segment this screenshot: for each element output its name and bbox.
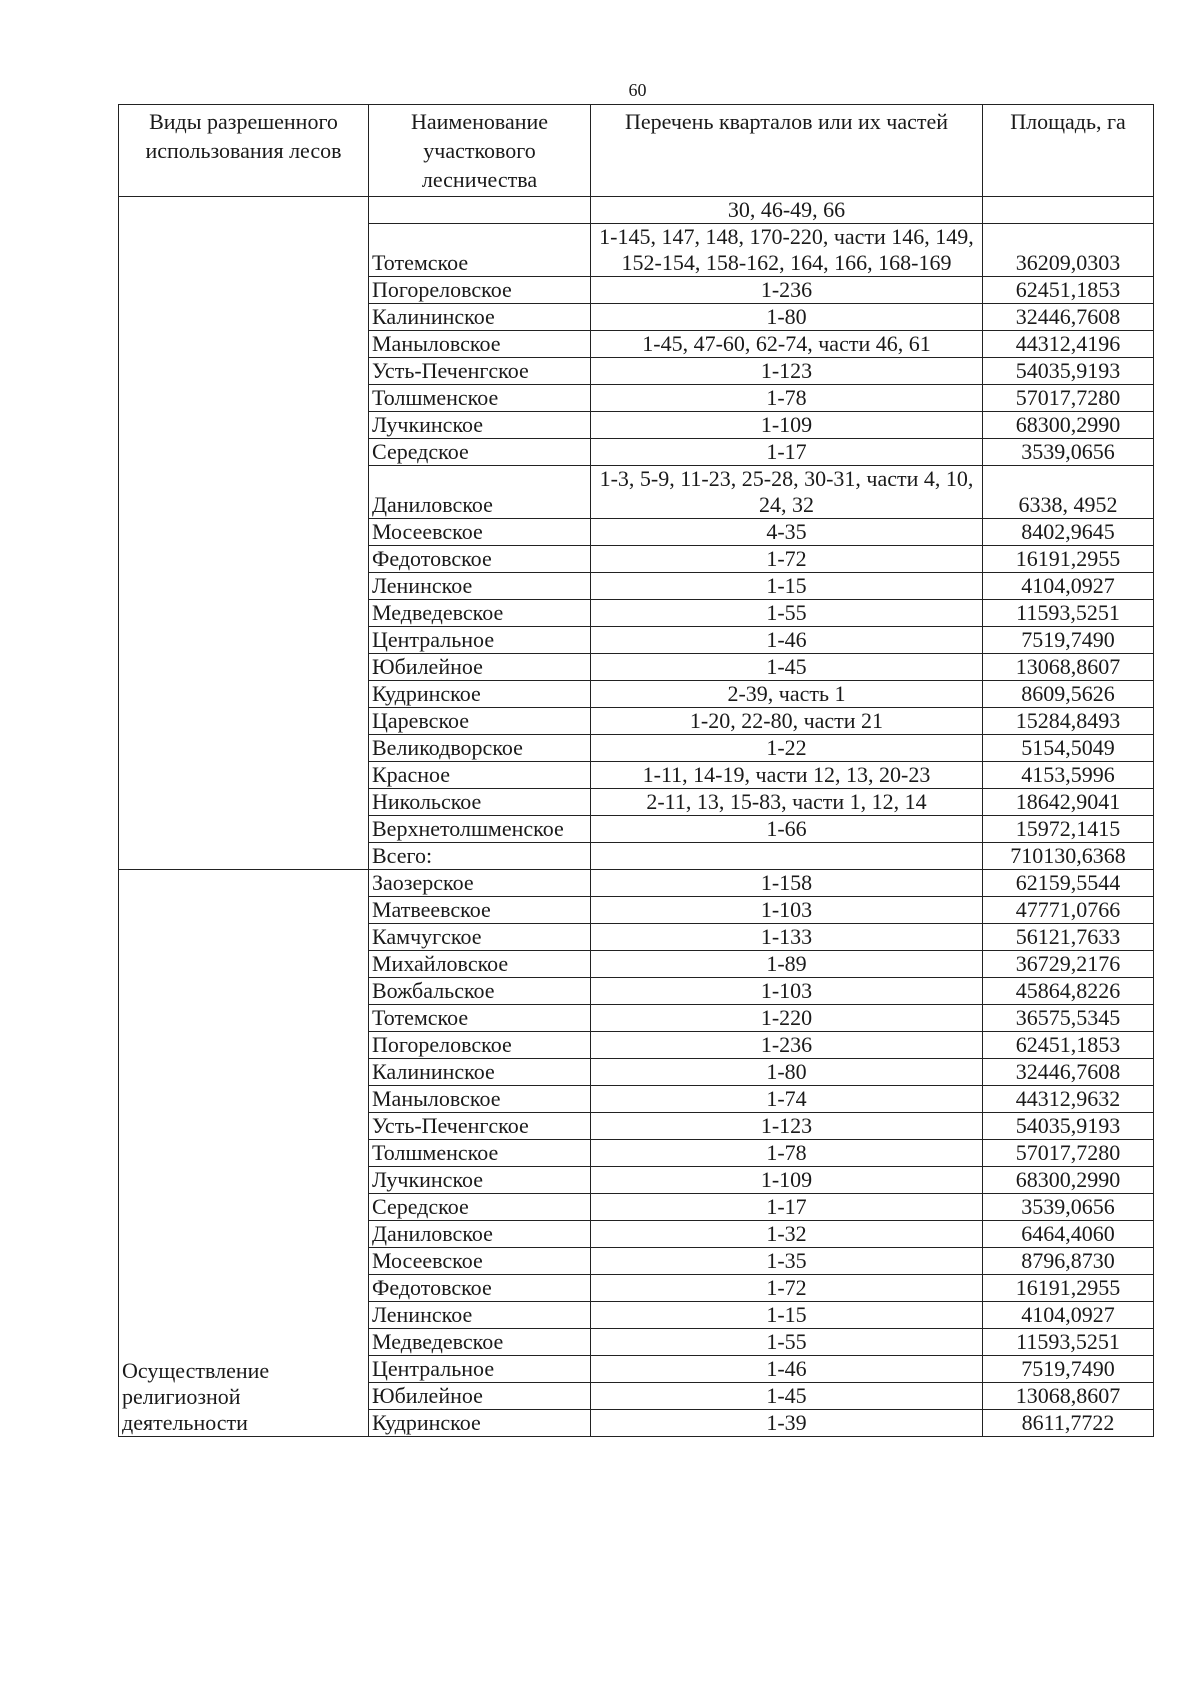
forestry-name-cell: Камчугское — [369, 924, 591, 951]
area-cell: 4153,5996 — [983, 762, 1154, 789]
area-cell: 7519,7490 — [983, 1356, 1154, 1383]
forestry-name-cell: Центральное — [369, 1356, 591, 1383]
forestry-name-cell: Калининское — [369, 1059, 591, 1086]
quarters-cell: 1-236 — [591, 277, 983, 304]
header-use-type: Виды разрешенного использования лесов — [119, 105, 369, 197]
table-row — [119, 197, 1154, 224]
area-cell: 32446,7608 — [983, 1059, 1154, 1086]
forestry-name-cell: Маныловское — [369, 1086, 591, 1113]
forestry-name-cell — [369, 197, 591, 224]
area-cell: 36575,5345 — [983, 1005, 1154, 1032]
area-cell: 16191,2955 — [983, 546, 1154, 573]
area-cell: 8609,5626 — [983, 681, 1154, 708]
quarters-cell: 1-133 — [591, 924, 983, 951]
quarters-cell: 1-66 — [591, 816, 983, 843]
area-cell: 68300,2990 — [983, 412, 1154, 439]
forestry-name-cell: Маныловское — [369, 331, 591, 358]
quarters-cell: 1-145, 147, 148, 170-220, части 146, 149, 152-154, 158-162, 164, 166, 168-169 — [591, 224, 983, 277]
quarters-cell: 1-32 — [591, 1221, 983, 1248]
quarters-cell — [591, 843, 983, 870]
area-cell: 15284,8493 — [983, 708, 1154, 735]
quarters-cell: 1-15 — [591, 1302, 983, 1329]
area-cell: 16191,2955 — [983, 1275, 1154, 1302]
quarters-cell: 1-45 — [591, 654, 983, 681]
forestry-name-cell: Толшменское — [369, 1140, 591, 1167]
forestry-name-cell: Кудринское — [369, 1410, 591, 1437]
forestry-name-cell: Матвеевское — [369, 897, 591, 924]
area-cell: 57017,7280 — [983, 1140, 1154, 1167]
forestry-name-cell: Медведевское — [369, 600, 591, 627]
forestry-name-cell: Царевское — [369, 708, 591, 735]
quarters-cell: 1-46 — [591, 627, 983, 654]
forestry-name-cell: Лучкинское — [369, 1167, 591, 1194]
use-type-cell — [119, 197, 369, 870]
area-cell: 47771,0766 — [983, 897, 1154, 924]
use-type-cell: Осуществление религиозной деятельности — [119, 870, 369, 1437]
forestry-name-cell: Кудринское — [369, 681, 591, 708]
area-cell: 57017,7280 — [983, 385, 1154, 412]
forestry-name-cell: Погореловское — [369, 1032, 591, 1059]
forestry-name-cell: Погореловское — [369, 277, 591, 304]
quarters-cell: 1-11, 14-19, части 12, 13, 20-23 — [591, 762, 983, 789]
quarters-cell: 1-220 — [591, 1005, 983, 1032]
area-cell: 4104,0927 — [983, 573, 1154, 600]
quarters-cell: 1-39 — [591, 1410, 983, 1437]
quarters-cell: 1-74 — [591, 1086, 983, 1113]
area-cell: 8611,7722 — [983, 1410, 1154, 1437]
page-number: 60 — [628, 80, 647, 100]
forestry-name-cell: Даниловское — [369, 1221, 591, 1248]
quarters-cell: 1-78 — [591, 1140, 983, 1167]
area-cell: 5154,5049 — [983, 735, 1154, 762]
forestry-name-cell: Толшменское — [369, 385, 591, 412]
area-cell: 36209,0303 — [983, 224, 1154, 277]
area-cell: 3539,0656 — [983, 1194, 1154, 1221]
forestry-name-cell: Калининское — [369, 304, 591, 331]
quarters-cell: 1-17 — [591, 439, 983, 466]
quarters-cell: 1-35 — [591, 1248, 983, 1275]
quarters-cell: 1-55 — [591, 1329, 983, 1356]
quarters-cell: 1-103 — [591, 978, 983, 1005]
quarters-cell: 1-15 — [591, 573, 983, 600]
quarters-cell: 1-236 — [591, 1032, 983, 1059]
forestry-name-cell: Середское — [369, 1194, 591, 1221]
forestry-name-cell: Никольское — [369, 789, 591, 816]
area-cell: 8402,9645 — [983, 519, 1154, 546]
quarters-cell: 1-22 — [591, 735, 983, 762]
area-cell: 62451,1853 — [983, 1032, 1154, 1059]
quarters-cell: 1-123 — [591, 358, 983, 385]
area-cell: 3539,0656 — [983, 439, 1154, 466]
quarters-cell: 1-45 — [591, 1383, 983, 1410]
area-cell: 13068,8607 — [983, 1383, 1154, 1410]
quarters-cell: 1-80 — [591, 1059, 983, 1086]
forestry-name-cell: Ленинское — [369, 573, 591, 600]
quarters-cell: 1-20, 22-80, части 21 — [591, 708, 983, 735]
forestry-name-cell: Центральное — [369, 627, 591, 654]
forestry-name-cell: Тотемское — [369, 224, 591, 277]
area-cell: 7519,7490 — [983, 627, 1154, 654]
table-header — [119, 105, 1154, 197]
forestry-name-cell: Великодворское — [369, 735, 591, 762]
forestry-name-cell: Федотовское — [369, 1275, 591, 1302]
forestry-name-cell: Лучкинское — [369, 412, 591, 439]
area-cell: 68300,2990 — [983, 1167, 1154, 1194]
table-body — [119, 197, 1154, 1437]
forestry-name-cell: Усть-Печенгское — [369, 358, 591, 385]
quarters-cell: 1-3, 5-9, 11-23, 25-28, 30-31, части 4, 10, 24, 32 — [591, 466, 983, 519]
forestry-name-cell: Мосеевское — [369, 519, 591, 546]
area-cell: 4104,0927 — [983, 1302, 1154, 1329]
area-cell: 62159,5544 — [983, 870, 1154, 897]
header-area: Площадь, га — [983, 105, 1154, 197]
area-cell: 6464,4060 — [983, 1221, 1154, 1248]
quarters-cell: 1-109 — [591, 412, 983, 439]
area-cell: 56121,7633 — [983, 924, 1154, 951]
quarters-cell: 1-46 — [591, 1356, 983, 1383]
quarters-cell: 30, 46-49, 66 — [591, 197, 983, 224]
area-cell: 36729,2176 — [983, 951, 1154, 978]
forestry-name-cell: Заозерское — [369, 870, 591, 897]
area-cell: 11593,5251 — [983, 600, 1154, 627]
area-cell: 11593,5251 — [983, 1329, 1154, 1356]
forestry-name-cell: Михайловское — [369, 951, 591, 978]
forestry-name-cell: Тотемское — [369, 1005, 591, 1032]
forestry-name-cell: Даниловское — [369, 466, 591, 519]
quarters-cell: 1-80 — [591, 304, 983, 331]
quarters-cell: 1-103 — [591, 897, 983, 924]
area-cell: 44312,9632 — [983, 1086, 1154, 1113]
header-quarters-list: Перечень кварталов или их частей — [591, 105, 983, 197]
forestry-name-cell: Вожбальское — [369, 978, 591, 1005]
area-cell: 13068,8607 — [983, 654, 1154, 681]
forestry-name-cell: Медведевское — [369, 1329, 591, 1356]
area-cell: 18642,9041 — [983, 789, 1154, 816]
area-cell: 54035,9193 — [983, 358, 1154, 385]
area-cell — [983, 197, 1154, 224]
forestry-name-cell: Мосеевское — [369, 1248, 591, 1275]
quarters-cell: 1-45, 47-60, 62-74, части 46, 61 — [591, 331, 983, 358]
forestry-name-cell: Юбилейное — [369, 1383, 591, 1410]
quarters-cell: 2-39, часть 1 — [591, 681, 983, 708]
quarters-cell: 1-109 — [591, 1167, 983, 1194]
forestry-name-cell: Усть-Печенгское — [369, 1113, 591, 1140]
forest-use-table — [118, 104, 1154, 1437]
quarters-cell: 1-78 — [591, 385, 983, 412]
quarters-cell: 1-17 — [591, 1194, 983, 1221]
quarters-cell: 1-89 — [591, 951, 983, 978]
quarters-cell: 1-72 — [591, 1275, 983, 1302]
forestry-name-cell: Юбилейное — [369, 654, 591, 681]
area-cell: 45864,8226 — [983, 978, 1154, 1005]
quarters-cell: 1-55 — [591, 600, 983, 627]
area-cell: 710130,6368 — [983, 843, 1154, 870]
quarters-cell: 2-11, 13, 15-83, части 1, 12, 14 — [591, 789, 983, 816]
forestry-name-cell: Ленинское — [369, 1302, 591, 1329]
quarters-cell: 1-123 — [591, 1113, 983, 1140]
area-cell: 62451,1853 — [983, 277, 1154, 304]
table-row — [119, 870, 1154, 897]
area-cell: 15972,1415 — [983, 816, 1154, 843]
quarters-cell: 4-35 — [591, 519, 983, 546]
area-cell: 44312,4196 — [983, 331, 1154, 358]
forestry-name-cell: Всего: — [369, 843, 591, 870]
area-cell: 8796,8730 — [983, 1248, 1154, 1275]
quarters-cell: 1-72 — [591, 546, 983, 573]
header-forestry-name: Наименование участкового лесничества — [369, 105, 591, 197]
forestry-name-cell: Середское — [369, 439, 591, 466]
forestry-name-cell: Красное — [369, 762, 591, 789]
forestry-name-cell: Федотовское — [369, 546, 591, 573]
forestry-name-cell: Верхнетолшменское — [369, 816, 591, 843]
area-cell: 6338, 4952 — [983, 466, 1154, 519]
area-cell: 54035,9193 — [983, 1113, 1154, 1140]
area-cell: 32446,7608 — [983, 304, 1154, 331]
quarters-cell: 1-158 — [591, 870, 983, 897]
